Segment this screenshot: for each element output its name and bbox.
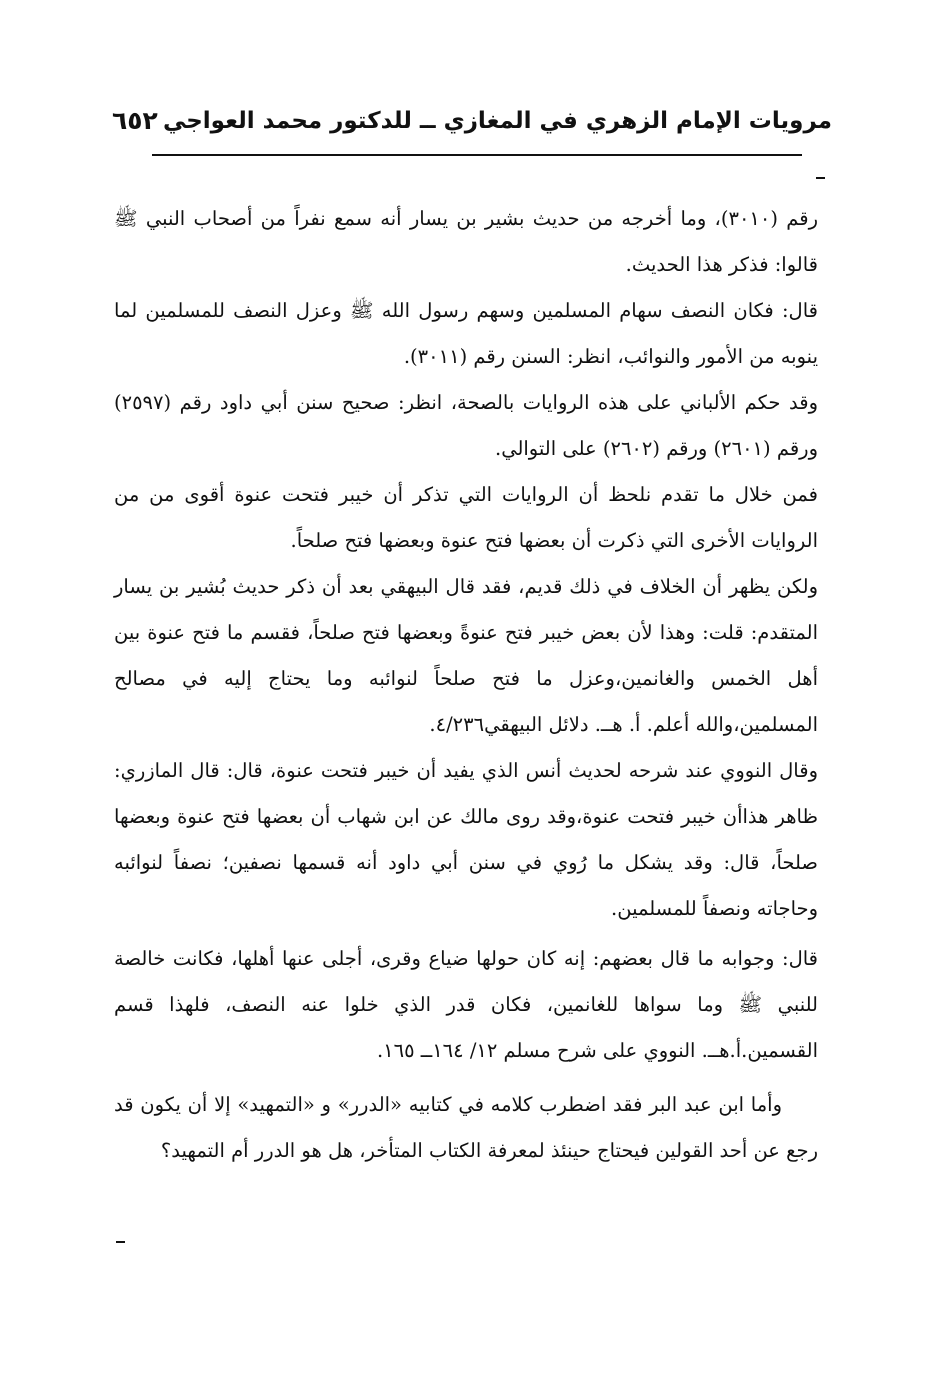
page-header	[112, 104, 832, 144]
paragraph-3: وقد حكم الألباني على هذه الروايات بالصحة، انظر: صحيح سنن أبي داود رقم (٢٥٩٧) ورقم (٢٦٠١) ورقم (٢٦٠٢) على التوالي.	[114, 391, 818, 460]
running-title: مرويات الإمام الزهري في المغازي ــ للدكتور محمد العواجي	[162, 108, 832, 134]
footnote-mark-top	[816, 177, 825, 179]
paragraph-1: رقم (٣٠١٠)، وما أخرجه من حديث بشير بن يسار أنه سمع نفراً من أصحاب النبي ﷺ قالوا: فذكر هذا الحديث.	[114, 207, 818, 276]
page-number: ٦٥٢	[112, 106, 158, 135]
header-rule	[152, 154, 802, 156]
paragraph-4: فمن خلال ما تقدم نلحظ أن الروايات التي تذكر أن خيبر فتحت عنوة أقوى من من الروايات الأخرى التي ذكرت أن بعضها فتح عنوة وبعضها فتح صلحاً.	[114, 483, 818, 552]
paragraph-7: قال: وجوابه ما قال بعضهم: إنه كان حولها ضياع وقرى، أجلى عنها أهلها، فكانت خالصة للنبي ﷺ وما سواها للغانمين، فكان قدر الذي خلوا عنه النصف، فلهذا قسم القسمين.أ.هــ. النووي على شرح مسلم ١٢/ ١٦٤ــ ١٦٥.	[114, 947, 818, 1062]
footnote-body	[114, 196, 818, 1174]
paragraph-8: وأما ابن عبد البر فقد اضطرب كلامه في كتابيه «الدرر» و «التمهيد» إلا أن يكون قد رجع عن أحد القولين فيحتاج حينئذ لمعرفة الكتاب المتأخر، هل هو الدرر أم التمهيد؟	[114, 1093, 818, 1162]
paragraph-6: وقال النووي عند شرحه لحديث أنس الذي يفيد أن خيبر فتحت عنوة، قال: قال المازري: ظاهر هذاأن خيبر فتحت عنوة،وقد روى مالك عن ابن شهاب أن بعضها فتح عنوة وبعضها صلحاً، قال: وقد يشكل ما رُوي في سنن أبي داود أنه قسمها نصفين؛ نصفاً لنوائبه وحاجاته ونصفاً للمسلمين.	[114, 759, 818, 920]
paragraph-5: ولكن يظهر أن الخلاف في ذلك قديم، فقد قال البيهقي بعد أن ذكر حديث بُشير بن يسار المتقدم: قلت: وهذا لأن بعض خيبر فتح عنوةً وبعضها فتح صلحاً، فقسم ما فتح عنوة بين أهل الخمس والغانمين،وعزل ما فتح صلحاً لنوائبه وما يحتاج إليه في مصالح المسلمين،والله أعلم. أ. هــ. دلائل البيهقي٤/٢٣٦.	[114, 575, 818, 736]
paragraph-2: قال: فكان النصف سهام المسلمين وسهم رسول الله ﷺ وعزل النصف للمسلمين لما ينوبه من الأمور والنوائب، انظر: السنن رقم (٣٠١١).	[114, 299, 818, 368]
footnote-mark-bottom	[116, 1241, 125, 1243]
